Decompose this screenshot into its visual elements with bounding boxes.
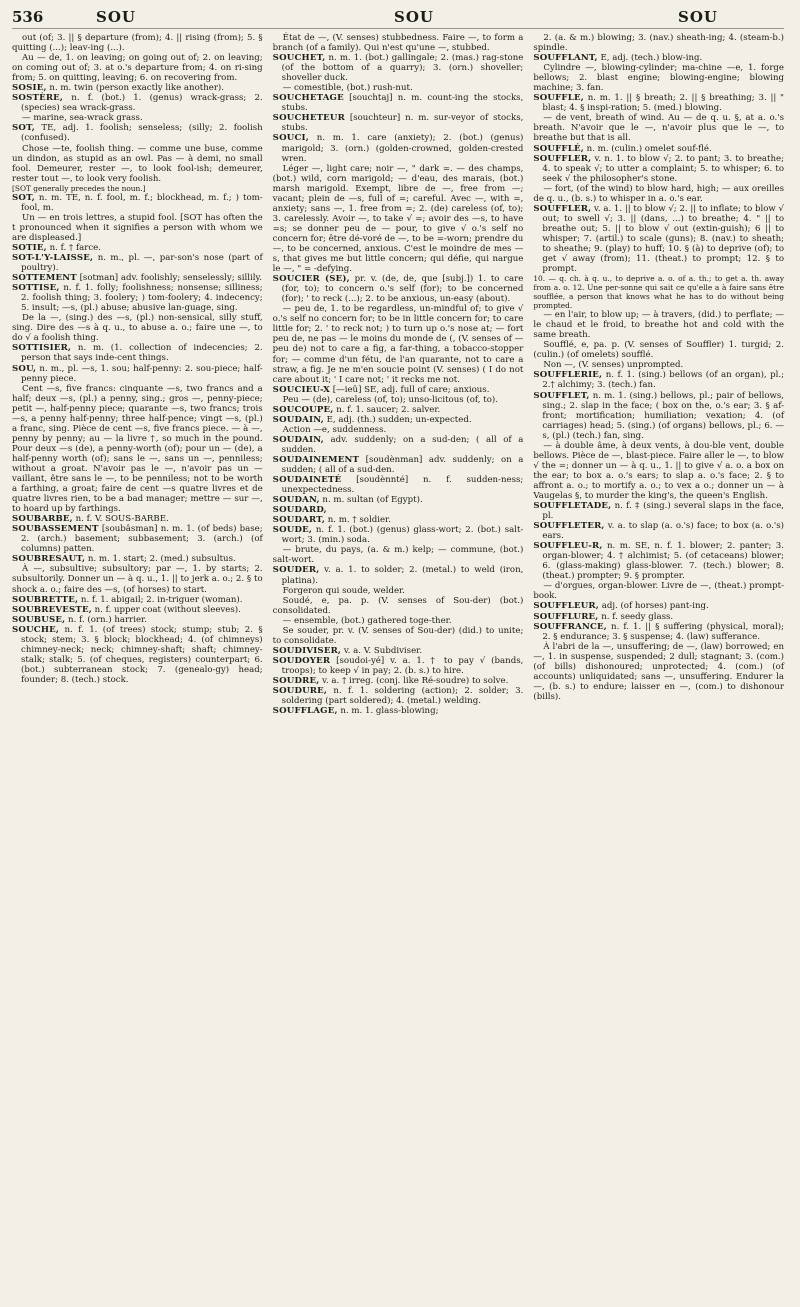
entry-headword: SOUCHETAGE <box>272 93 344 104</box>
entry-definition: E, adj. (tech.) blow-ing. <box>597 53 703 64</box>
dictionary-entry <box>273 385 524 395</box>
entry-definition: pr. v. (de, de, que [subj.]) 1. to care (for, to); to concern o.'s self (for); to be concerned (for); ' to reck (...); 2. to be anxious, un-easy (about). <box>281 274 524 305</box>
dictionary-entry <box>273 646 524 656</box>
entry-headword: SOUDER, <box>272 565 320 576</box>
page-number: 536 <box>12 8 44 26</box>
dictionary-entry <box>533 53 784 63</box>
entry-subsection: Cent —s, five francs: cinquante —s, two francs and a half; deux —s, (pl.) a penny, sing.; gros —, penny-piece; petit —, half-penny piece; quarante —s, two francs; trois —s, a penny half-penny; three half-pence; vingt —s, (pl.) a franc, sing. Pièce de cent —s, five francs piece. — à —, penny by penny; au — la livre †, so much in the pound. Pour deux —s (de), a penny-worth (of); pour un — (de), a half-penny worth (of); sans le —, sans un —, penniless; without a groat. N'avoir pas le —, n'avoir pas un — vaillant, être sans le —, to be penniless; not to be worth a farthing, a groat; faire de cent —s quatre livres et de quatre livres rien, to be a bad manager; mettre — sur —, to hoard up by farthings. <box>12 383 263 515</box>
entry-headword: SOUBREVESTE, <box>12 604 92 615</box>
entry-subsection: Soufflé, e, pa. p. (V. senses of Souffler) 1. turgid; 2. (culin.) (of omelets) soufflé. <box>533 340 785 361</box>
entry-subsection: — à double âme, à deux vents, à dou-ble vent, double bellows. Pièce de —, blast-piece. Faire aller le —, to blow √ the =; donner un — à q. u., 1. || to give √ a. o. a box on the ear; to box a. o.'s ears; to slap a. o.'s face; 2. § to affront a. o.; to mortify a. o.; to vex a o.; donner un — à Vaugelas §, to murder the king's, the queen's English. <box>533 440 785 501</box>
dictionary-entry <box>273 53 524 83</box>
entry-subsection: Peu — (de), careless (of, to); unso-licitous (of, to). <box>282 394 498 405</box>
entry-definition: n. f. 1. || § suffering (physical, moral); 2. § endurance; 3. § suspense; 4. (law) sufferance. <box>542 621 785 642</box>
entry-definition: n. f. 1. soldering (action); 2. solder; 3. soldering (part soldered); 4. (metal.) welding. <box>281 686 524 707</box>
entry-subsection: Non —, (V. senses) unprompted. <box>543 360 684 371</box>
entry-definition: n. f. (bot.) 1. (genus) wrack-grass; 2. (species) sea wrack-grass. <box>21 93 263 114</box>
entry-headword: SOT, <box>12 123 35 134</box>
continued-text: État de —, (V. senses) stubbedness. Faire —, to form a branch (of a family). Qui n'est qu'une —, stubbed. <box>272 33 524 54</box>
entry-subsection: Au — de, 1. on leaving; on going out of; 2. on leaving; on coming out of; 3. at o.'s departure from; 4. on ri-sing from; 5. on quitting, leaving; 6. on recovering from. <box>12 53 263 84</box>
entry-headword: SOTTISIER, <box>12 343 72 354</box>
dictionary-entry <box>12 93 263 113</box>
entry-headword: SOUDOYER <box>272 655 331 666</box>
text-columns <box>12 33 784 716</box>
entry-subsection: Chose —te, foolish thing. — comme une buse, comme un dindon, as stupid as an owl. Pas — à demi, no small fool. Demeurer, rester —, to look fool-ish; demeurer, rester tout —, to look very foolish. <box>12 143 263 184</box>
entry-definition: n. m., pl. —, par-son's nose (part of poultry). <box>21 252 263 274</box>
entry-headword: SOUFFLETADE, <box>533 501 612 512</box>
entry-definition: n. m. (culin.) omelet souf-flé. <box>583 143 712 154</box>
entry-subsection: — de vent, breath of wind. Au — de q. u. §, at a. o.'s breath. N'avoir que le —, n'avoir plus que le —, to breathe but that is all. <box>533 113 785 144</box>
dictionary-entry <box>12 364 263 384</box>
entry-definition: v. a. † irreg. (conj. like Ré-soudre) to solve. <box>319 676 509 686</box>
entry-headword: SOU, <box>12 363 37 374</box>
entry-headword: SOUDIVISER, <box>272 645 342 656</box>
entry-headword: SOUFFLURE, <box>533 611 599 622</box>
entry-definition: TE, adj. 1. foolish; senseless; (silly; 2. foolish (confused). <box>21 123 263 144</box>
dictionary-entry <box>12 243 263 253</box>
dictionary-entry <box>12 273 263 283</box>
dictionary-entry <box>12 83 263 93</box>
entry-headword: SOUDURE, <box>272 686 328 697</box>
dictionary-entry <box>533 601 784 611</box>
entry-definition: n. m. 1. (sing.) bellows, pl.; pair of bellows, sing.; 2. slap in the face; ( box on the, o.'s ear; 3. § af-front; mortification; humiliation; vexation; 4. (of carriages) head; 5. (sing.) (of organs) bellows, pl.; 6. —s, (pl.) (tech.) fan, sing. <box>542 390 785 441</box>
entry-definition: [souchteur] n. m. sur-veyor of stocks, stubs. <box>281 113 524 134</box>
entry-headword: SOUFFLEUR, <box>533 601 599 612</box>
entry-definition: adv. suddenly; on a sud-den; ( all of a sudden. <box>281 434 524 455</box>
dictionary-entry <box>273 274 524 304</box>
entry-definition: n. m. TE, n. f. fool, m. f.; blockhead, m. f.; ) tom-fool, m. <box>21 192 263 213</box>
dictionary-entry <box>12 283 263 313</box>
entry-headword: SOUBRESAUT, <box>12 554 86 565</box>
dictionary-entry <box>533 612 784 622</box>
entry-headword: SOUCHE, <box>12 624 60 635</box>
dictionary-entry <box>12 605 263 615</box>
usage-note: 10. — q. ch. à q. u., to deprive a. o. of a. th.; to get a. th. away from a. o. 12. Une per-sonne qui sait ce qu'elle a à faire sans être soufflée, a person that knows what he has to do without being prompted. <box>533 274 785 311</box>
entry-definition: n. m. twin (person exactly like another). <box>46 83 225 94</box>
page-header <box>12 6 784 29</box>
usage-note: [SOT generally precedes the noun.] <box>12 183 146 193</box>
dictionary-entry <box>533 541 784 581</box>
entry-headword: SOUFFLÉ, <box>533 143 584 154</box>
entry-definition: E, adj. (th.) sudden; un-expected. <box>323 414 472 425</box>
entry-subsection: — ensemble, (bot.) gathered toge-ther. <box>282 615 452 626</box>
entry-definition: n. f. 1. abigail; 2. in-triguer (woman). <box>78 594 243 605</box>
entry-definition: n. f. 1. (bot.) (genus) glass-wort; 2. (bot.) salt-wort; 3. (min.) soda. <box>281 525 524 546</box>
entry-subsection: — d'orgues, organ-blower. Livre de —, (theat.) prompt-book. <box>533 581 785 602</box>
entry-subsection: Action —e, suddenness. <box>282 424 387 435</box>
entry-definition: n. f. V. SOUS-BARBE. <box>72 514 169 525</box>
entry-definition: n. f. † farce. <box>46 242 101 253</box>
entry-definition: n. m. sultan (of Egypt). <box>319 495 423 506</box>
entry-headword: SOUCHETEUR <box>272 113 345 124</box>
entry-definition: v. a. to slap (a. o.'s) face; to box (a. o.'s) ears. <box>542 521 785 542</box>
entry-headword: SOUDAIN, <box>272 434 324 445</box>
dictionary-entry <box>273 475 524 495</box>
entry-subsection: Soudé, e, pa. p. (V. senses of Sou-der) (bot.) consolidated. <box>272 595 524 616</box>
entry-subsection: — peu de, 1. to be regardless, un-mindful of; to give √ o.'s self no concern for; to be in little concern for; to care little for; 2. ' to reck not; ) to turn up o.'s nose at; — fort peu de, ne pas — le moins du monde de (, (V. senses of — peu de) not to care a fig, a far-thing, a tobacco-stopper for; — comme d'un fétu, de l'an quarante, not to care a straw, a fig. Je ne m'en soucie point (V. senses) ( I do not care about it; ' I care not; ' it recks me not. <box>272 304 524 385</box>
entry-subsection: Cylindre —, blowing-cylinder; ma-chine —e, 1. forge bellows; 2. blast engine; blowing-engine; blowing machine; 3. fan. <box>533 63 785 94</box>
entry-definition: v. n. 1. to blow √; 2. to pant; 3. to breathe; 4. to speak √; to utter a complaint; 5. to whisper; 6. to seek √ the philosopher's stone. <box>542 153 785 184</box>
entry-definition: n. m. 1. || § breath; 2. || § breathing; 3. || " blast; 4. § inspi-ration; 5. (med.) blowing. <box>542 93 785 114</box>
entry-subsection: Léger —, light care; noir —, " dark =. — des champs, (bot.) wild, corn marigold; — d'eau, des marais, (bot.) marsh marigold. Exempt, libre de —, free from —; vacant; plein de —s, full of =; careful. Avec —, with =, anxiety; sans —, 1. free from =; 2. (de) careless (of, to); 3. carelessly. Avoir —, to take √ =; avoir des —s, to have =s; se donner peu de — pour, to give √ o.'s self no concern for; être dé-voré de —, to be =-worn; prendre du —, to be concerned, anxious. C'est le moindre de mes —s, that gives me but little concern; qui défie, qui nargue le —, " = -defying. <box>272 163 524 275</box>
dictionary-entry <box>273 415 524 425</box>
column-middle <box>273 33 524 716</box>
entry-headword: SOUFFLANT, <box>533 53 598 64</box>
entry-headword: SOUCIEU-X <box>272 384 331 395</box>
entry-headword: SOUBARBE, <box>12 514 73 525</box>
entry-definition: n. m., pl. —s, 1. sou; half-penny: 2. sou-piece; half-penny piece. <box>21 363 263 384</box>
entry-headword: SOSIE, <box>12 83 47 94</box>
entry-headword: SOUBUSE, <box>12 614 66 625</box>
entry-definition: n. f. seedy glass. <box>598 611 674 622</box>
running-headword-right: SOU <box>678 8 718 26</box>
dictionary-entry <box>12 524 263 554</box>
dictionary-entry <box>533 144 784 154</box>
entry-definition: [sotman] adv. foolishly; senselessly; sillily. <box>76 273 262 284</box>
entry-definition: n. m. 1. (bot.) gallingale; 2. (mas.) rag-stone (of the bottom of a quarry); 3. (orn.) shoveller; shoveller duck. <box>281 53 524 84</box>
entry-headword: SOTIE, <box>12 242 47 253</box>
column-left <box>12 33 263 716</box>
entry-definition: [—ieû] SE, adj. full of care; anxious. <box>330 384 490 395</box>
entry-subsection: À l'abri de la —, unsuffering; de —, (law) borrowed; en —, 1. in suspense, suspended; 2 dull; stagnant; 3. (com.) (of bills) dishonoured; unprotected; 4. (com.) (of accounts) unliquidated; sans —, unsuffering. Endurer la —, (b. s.) to endure; laisser en —, (com.) to dishonour (bills). <box>533 641 785 702</box>
entry-subsection: De la —, (sing.) des —s, (pl.) non-sensical, silly stuff, sing. Dire des —s à q. u., to abuse a. o.; faire une —, to do √ a foolish thing. <box>12 313 263 344</box>
dictionary-entry <box>12 514 263 524</box>
entry-definition: n. f. upper coat (without sleeves). <box>91 604 241 615</box>
running-headword-left: SOU <box>96 8 136 26</box>
entry-headword: SOUFFLE, <box>533 93 584 104</box>
dictionary-entry <box>273 93 524 113</box>
entry-definition: n. m. (1. collection of indecencies; 2. person that says inde-cent things. <box>21 343 263 364</box>
dictionary-entry <box>12 123 263 143</box>
entry-headword: SOUBRETTE, <box>12 594 79 605</box>
entry-headword: SOT, <box>12 192 35 203</box>
column-right <box>533 33 784 716</box>
entry-headword: SOUDARD, <box>272 505 327 516</box>
entry-subsection: — comestible, (bot.) rush-nut. <box>282 83 413 94</box>
entry-definition: n. m. † soldier. <box>325 515 391 526</box>
dictionary-entry <box>273 656 524 676</box>
dictionary-entry <box>273 515 524 525</box>
entry-definition: v. a. 1. || to blow √; 2. || to inflate; to blow √ out; to swell √; 3. || (dans, ...) to breathe; 4. " || to breathe out; 5. || to blow √ out (extin-guish); 6 || to whisper; 7. (artil.) to scale (guns); 8. (nav.) to sheath; to sheathe; 9. (play) to huff; 10. § (à) to deprive (of); to get √ away (from); 11. (theat.) to prompt; 12. § to prompt. <box>542 203 785 275</box>
entry-headword: SOUBASSEMENT <box>12 524 99 535</box>
dictionary-entry <box>533 204 784 274</box>
entry-headword: SOUDAINEMENT <box>272 454 360 465</box>
entry-definition: n. f. (orn.) harrier. <box>65 614 147 625</box>
dictionary-entry <box>273 133 524 163</box>
dictionary-entry <box>273 405 524 415</box>
dictionary-entry <box>533 154 784 184</box>
dictionary-entry <box>273 706 524 716</box>
dictionary-entry <box>12 615 263 625</box>
dictionary-entry <box>273 565 524 585</box>
entry-definition: [soudoi-yé] v. a. 1. † to pay √ (bands, troops); to keep √ in pay; 2. (b. s.) to hire. <box>281 655 524 676</box>
dictionary-entry <box>533 391 784 441</box>
entry-headword: SOTTEMENT <box>12 273 77 284</box>
entry-subsection: Forgeron qui soude, welder. <box>282 585 405 596</box>
entry-headword: SOUFFLETER, <box>533 521 605 532</box>
dictionary-entry <box>12 193 263 213</box>
entry-definition: [soudènnté] n. f. sudden-ness; unexpectedness. <box>281 475 524 496</box>
entry-subsection: — en l'air, to blow up; — à travers, (did.) to perflate; — le chaud et le froid, to breathe hot and cold with the same breath. <box>533 310 785 341</box>
entry-definition: [souchtaj] n. m. count-ing the stocks, stubs. <box>281 93 524 114</box>
entry-definition: v. a. 1. to solder; 2. (metal.) to weld (iron, platina). <box>281 565 524 586</box>
entry-headword: SOUCI, <box>272 133 309 144</box>
dictionary-entry <box>273 113 524 133</box>
dictionary-entry <box>12 554 263 564</box>
entry-subsection: À —, subsultive; subsultory; par —, 1. by starts; 2. subsultorily. Donner un — à q. u., 1. || to jerk a. o.; 2. § to shock a. o.; faire des —s, (of horses) to start. <box>12 564 263 595</box>
entry-subsection: — marine, sea-wrack grass. <box>22 113 143 124</box>
entry-headword: SOUCIER (SE), <box>272 274 350 285</box>
entry-headword: SOUDRE, <box>272 676 320 686</box>
entry-subsection: — fort, (of the wind) to blow hard, high; — aux oreilles de q. u., (b. s.) to whisper in a. o.'s ear. <box>533 183 785 204</box>
continued-text: out (of; 3. || § departure (from); 4. || rising (from); 5. § quitting (...); leav-ing (...). <box>12 33 263 54</box>
dictionary-entry <box>533 501 784 521</box>
entry-headword: SOUFFLERIE, <box>533 370 603 381</box>
entry-headword: SOUFFLER, <box>533 203 592 214</box>
entry-definition: n. f. 1. folly; foolishness; nonsense; silliness; 2. foolish thing; 3. foolery; ) tom-foolery; 4. indecency; 5. insult; —s, (pl.) abuse; abusive lan-guage, sing. <box>21 283 263 314</box>
entry-definition: [soubâsman] n. m. 1. (of beds) base; 2. (arch.) basement; subbasement; 3. (arch.) (of columns) patten. <box>21 524 263 555</box>
entry-headword: SOUFFRANCE, <box>533 621 607 632</box>
entry-headword: SOTTISE, <box>12 283 60 294</box>
dictionary-entry <box>273 525 524 545</box>
continued-text: 2. (a. & m.) blowing; 3. (nav.) sheath-ing; 4. (steam-b.) spindle. <box>533 33 785 54</box>
dictionary-entry <box>12 625 263 685</box>
entry-headword: SOUDE, <box>272 525 313 536</box>
entry-headword: SOUDAINETÉ <box>272 475 342 486</box>
entry-headword: SOSTÈRE, <box>12 93 64 104</box>
entry-headword: SOUDAN, <box>272 495 320 506</box>
entry-definition: n. m. 1. start; 2. (med.) subsultus. <box>85 554 236 565</box>
entry-headword: SOUFFLET, <box>533 390 590 401</box>
dictionary-entry <box>273 676 524 686</box>
entry-definition: n. m. SE, n. f. 1. blower; 2. panter; 3. organ-blower; 4. † alchimist; 5. (of cetaceans) blower; 6. (glass-making) glass-blower. 7. (tech.) blower; 8. (theat.) prompter; 9. § prompter. <box>542 541 785 582</box>
dictionary-entry <box>12 595 263 605</box>
entry-subsection: Un — en trois lettres, a stupid fool. [SOT has often the t pronounced when it signifies a person with whom we are displeased.] <box>12 212 263 243</box>
entry-definition: v. a. V. Subdiviser. <box>341 645 423 656</box>
dictionary-entry <box>12 343 263 363</box>
entry-headword: SOUFFLER, <box>533 153 592 164</box>
entry-headword: SOT-L'Y-LAISSE, <box>12 252 94 263</box>
entry-subsection: — brute, du pays, (a. & m.) kelp; — commune, (bot.) salt-wort. <box>272 545 524 566</box>
dictionary-entry <box>273 686 524 706</box>
dictionary-entry <box>533 521 784 541</box>
dictionary-entry <box>273 495 524 505</box>
dictionary-entry <box>273 435 524 455</box>
dictionary-entry <box>12 253 263 273</box>
entry-definition: n. f. 1. (sing.) bellows (of an organ), pl.; 2.† alchimy; 3. (tech.) fan. <box>542 370 785 391</box>
entry-definition: n. f. ‡ (sing.) several slaps in the face, pl. <box>542 501 785 522</box>
entry-definition: [soudènman] adv. suddenly; on a sudden; ( all of a sud-den. <box>281 454 524 476</box>
entry-headword: SOUDAIN, <box>272 414 324 425</box>
dictionary-entry <box>273 455 524 475</box>
entry-definition: n. f. 1. saucer; 2. salver. <box>333 404 441 415</box>
entry-definition: n. f. 1. (of trees) stock; stump; stub; 2. § stock; stem; 3. § block; blockhead; 4. (of chimneys) chimney-neck; neck; chimney-shaft; shaft; chimney-stalk; stalk; 5. (of cheques, registers) counterpart; 6. (bot.) subterranean stock; 7. (genealo-gy) head; founder; 8. (tech.) stock. <box>21 624 263 685</box>
entry-headword: SOUFFLAGE, <box>272 706 338 717</box>
dictionary-entry <box>533 93 784 113</box>
entry-definition: adj. (of horses) pant-ing. <box>598 601 709 612</box>
entry-headword: SOUDART, <box>272 515 326 526</box>
entry-subsection: Se souder, pr. v. (V. senses of Sou-der) (did.) to unite; to consolidate. <box>272 625 524 646</box>
dictionary-entry <box>273 505 524 515</box>
entry-headword: SOUCHET, <box>272 53 326 64</box>
entry-headword: SOUCOUPE, <box>272 404 334 415</box>
dictionary-entry <box>533 370 784 390</box>
running-headword-center: SOU <box>394 8 434 26</box>
entry-headword: SOUFFLEU-R, <box>533 541 603 552</box>
entry-definition: n. m. 1. care (anxiety); 2. (bot.) (genus) marigold; 3. (orn.) (golden-crowned, golden-crested wren. <box>281 133 524 164</box>
dictionary-entry <box>533 622 784 642</box>
entry-definition: n. m. 1. glass-blowing; <box>337 706 439 717</box>
